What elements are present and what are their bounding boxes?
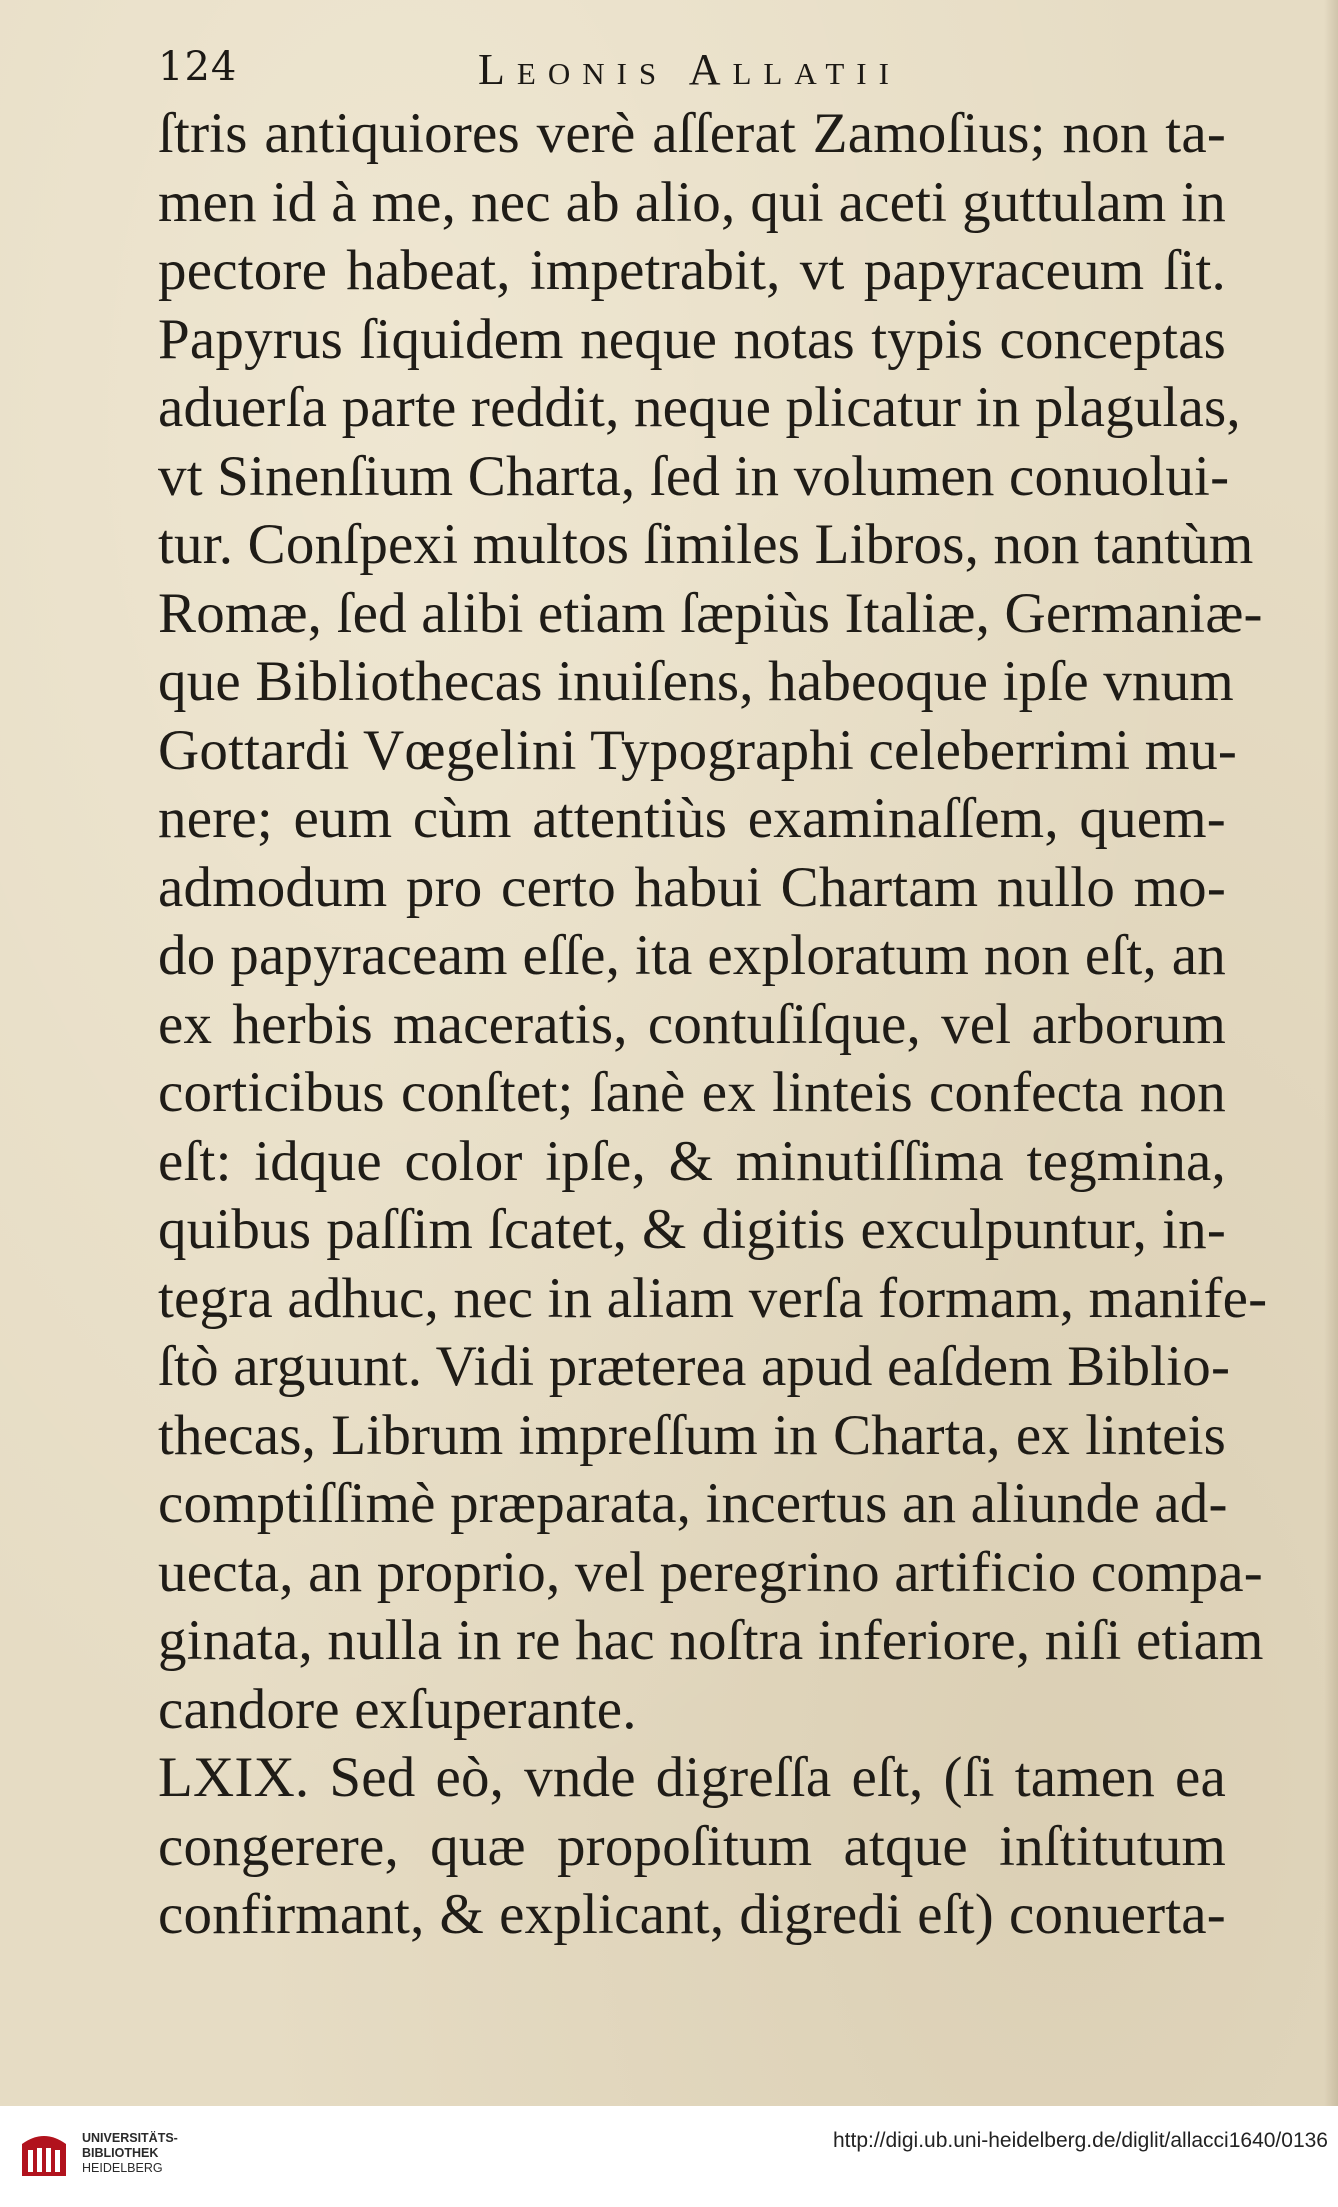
text-line: men id à me, nec ab alio, qui aceti guttulam in [158,170,1226,234]
library-name-line: BIBLIOTHEK [82,2146,159,2160]
text-line: ex herbis maceratis, contuſiſque, vel arborum [158,992,1226,1056]
text-line: tegra adhuc, nec in aliam verſa formam, manife- [158,1266,1268,1330]
library-name-line: HEIDELBERG [82,2161,163,2175]
source-url-link[interactable]: http://digi.ub.uni-heidelberg.de/diglit/allacci1640/0136 [832,2129,1328,2152]
text-line: candore exſuperante. [158,1677,637,1741]
text-line: uecta, an proprio, vel peregrino artificio compa- [158,1540,1263,1604]
library-name-line: UNIVERSITÄTS- [82,2131,178,2145]
text-line: Papyrus ſiquidem neque notas typis conceptas [158,307,1226,371]
text-line: que Bibliothecas inuiſens, habeoque ipſe vnum [158,650,1234,713]
text-line: eſt: idque color ipſe, & minutiſſima tegmina, [158,1129,1226,1193]
text-line: pectore habeat, impetrabit, vt papyraceum ſit. [158,239,1226,302]
text-line: ſtris antiquiores verè aſſerat Zamoſius; non ta- [158,102,1226,165]
page-number: 124 [158,44,238,90]
footer-bar [0,2106,1338,2207]
text-line: tur. Conſpexi multos ſimiles Libros, non tantùm [158,513,1254,576]
text-line: thecas, Librum impreſſum in Charta, ex linteis [158,1403,1226,1467]
body-text [158,100,1268,1950]
text-line: ginata, nulla in re hac noſtra inferiore, niſi etiam [158,1609,1264,1672]
text-line: LXIX. Sed eò, vnde digreſſa eſt, (ſi tamen ea [158,1746,1226,1809]
text-line: comptiſſimè præparata, incertus an aliunde ad- [158,1472,1228,1535]
text-line: confirmant, & explicant, digredi eſt) conuerta- [158,1883,1226,1946]
text-line: admodum pro certo habui Chartam nullo mo- [158,855,1226,919]
text-line: Romæ, ſed alibi etiam ſæpiùs Italiæ, Germaniæ- [158,581,1263,645]
text-line: do papyraceam eſſe, ita exploratum non eſt, an [158,924,1226,987]
library-name [82,2131,178,2176]
text-line: congerere, quæ propoſitum atque inſtitutum [158,1814,1226,1878]
text-line: corticibus conſtet; ſanè ex linteis confecta non [158,1061,1226,1124]
text-line: Gottardi Vœgelini Typographi celeberrimi mu- [158,718,1238,782]
text-line: vt Sinenſium Charta, ſed in volumen conuolui- [158,444,1230,508]
header-title: Leonis Allatii [478,45,901,94]
text-line: ſtò arguunt. Vidi præterea apud eaſdem Biblio- [158,1335,1231,1398]
text-line: nere; eum cùm attentiùs examinaſſem, quem- [158,787,1226,850]
text-line: quibus paſſim ſcatet, & digitis exculpuntur, in- [158,1198,1226,1261]
running-head [158,44,1218,104]
text-line: aduerſa parte reddit, neque plicatur in plagulas, [158,376,1241,439]
library-logo-icon [14,2124,74,2184]
page-edge [1324,0,1338,2106]
